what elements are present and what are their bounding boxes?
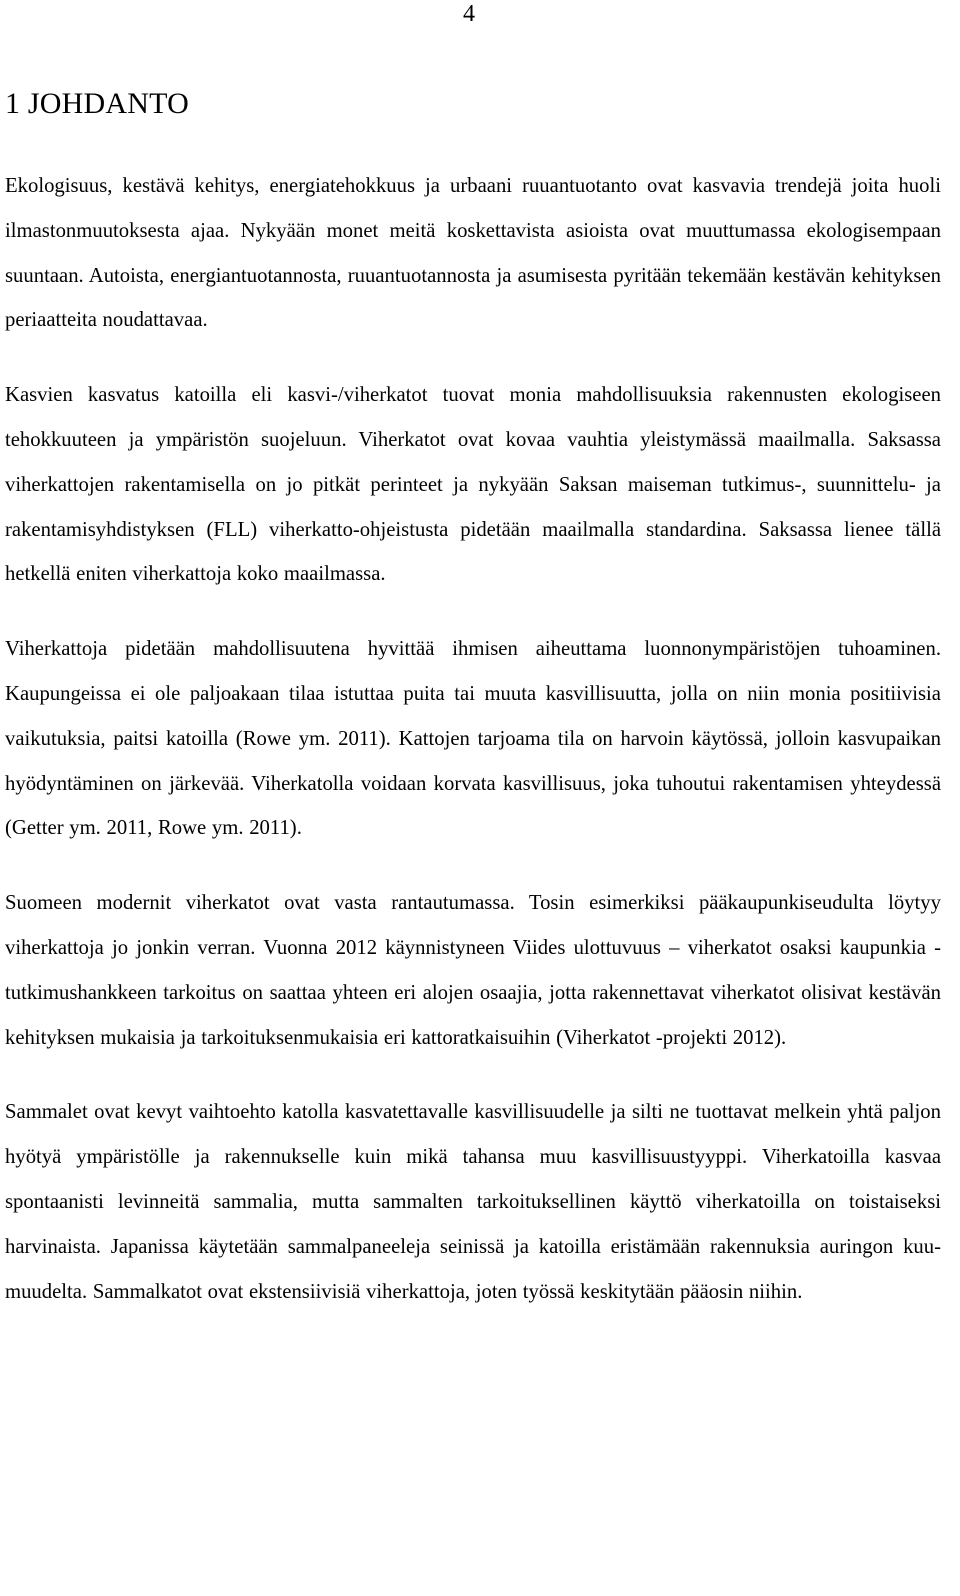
chapter-heading: 1 JOHDANTO [5,87,189,120]
page-number: 4 [463,1,475,27]
paragraph-finland: Suomeen modernit viherkatot ovat vasta rantautumassa. Tosin esimerkiksi pääkaupunkiseudulta löytyy viherkattoja jo jonkin verran. Vuonna 2012 käynnistyneen Viides ulottuvuus – viherkatot osaksi kaupunkia -tutkimushankkeen tarkoitus on saattaa yhteen eri alojen osaajia, jotta rakennettavat viherkatot olisivat kestävän kehityksen mukaisia ja tarkoituksenmukaisia eri kattoratkaisuihin (Viherkatot -projekti 2012). [5,892,941,1049]
paragraph-intro: Ekologisuus, kestävä kehitys, energiatehokkuus ja urbaani ruuantuotanto ovat kasvavia trendejä joita huoli ilmastonmuutoksesta ajaa. Nykyään monet meitä koskettavista asioista ovat muuttumassa ekologisempaan suuntaan. Autoista, energiantuotannosta, ruuantuotannosta ja asumisesta pyritään tekemään kestävän kehityksen periaatteita noudattavaa. [5,175,941,332]
paragraph-compensation: Viherkattoja pidetään mahdollisuutena hyvittää ihmisen aiheuttama luonnonympäristöjen tuhoaminen. Kaupungeissa ei ole paljoakaan tilaa istuttaa puita tai muuta kasvillisuutta, jolla on niin monia positiivisia vaikutuksia, paitsi katoilla (Rowe ym. 2011). Kattojen tarjoama tila on harvoin käytössä, jolloin kasvupaikan hyödyntäminen on järkevää. Viherkatolla voidaan korvata kasvillisuus, joka tuhoutui rakentamisen yhteydessä (Getter ym. 2011, Rowe ym. 2011). [5,638,941,840]
paragraph-mosses: Sammalet ovat kevyt vaihtoehto katolla kasvatettavalle kasvillisuudelle ja silti ne tuottavat melkein yhtä paljon hyötyä ympäristölle ja rakennukselle kuin mikä tahansa muu kasvillisuustyyppi. Viherkatoilla kasvaa spontaanisti levinneitä sammalia, mutta sammalten tarkoituksellinen käyttö viherkatoilla on toistaiseksi harvinaista. Japanissa käytetään sammalpaneeleja seinissä ja katoilla eristämään rakennuksia auringon kuumuudelta. Sammalkatot ovat ekstensiivisiä viherkattoja, joten työssä keskitytään pääosin niihin. [5,1101,941,1303]
paragraph-green-roofs: Kasvien kasvatus katoilla eli kasvi-/viherkatot tuovat monia mahdollisuuksia rakennusten ekologiseen tehokkuuteen ja ympäristön suojeluun. Viherkatot ovat kovaa vauhtia yleistymässä maailmalla. Saksassa viherkattojen rakentamisella on jo pitkät perinteet ja nykyään Saksan maiseman tutkimus-, suunnittelu- ja rakentamisyhdistyksen (FLL) viherkatto-ohjeistusta pidetään maailmalla standardina. Saksassa lienee tällä hetkellä eniten viherkattoja koko maailmassa. [5,384,941,586]
body-text [5,164,941,1344]
